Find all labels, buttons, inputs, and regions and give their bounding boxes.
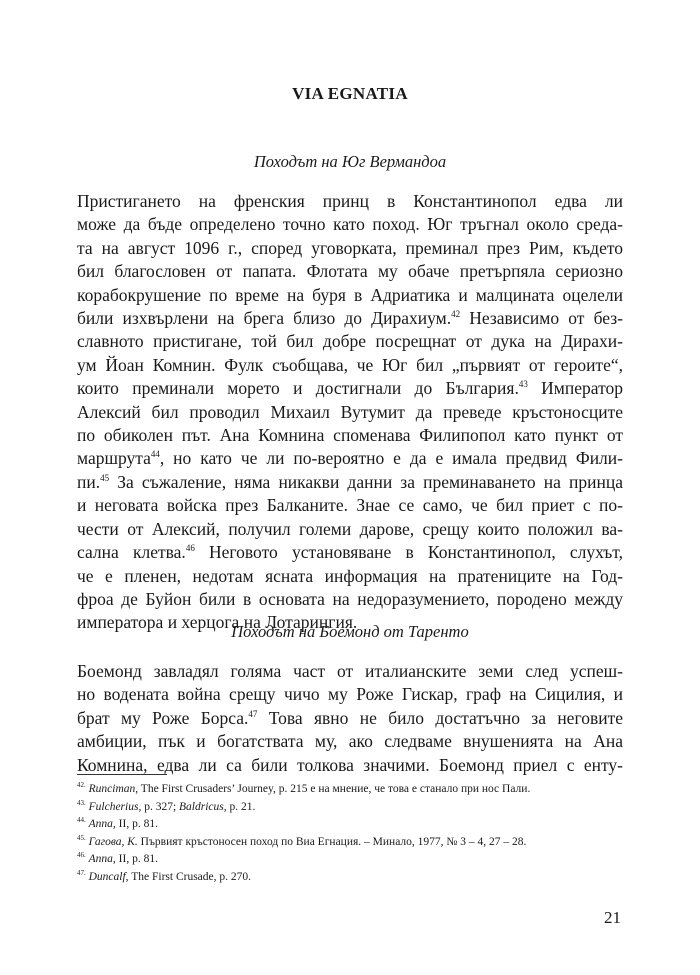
text-line: Комнина, едва ли са били толкова значими. Боемонд приел с енту- [77,754,623,775]
footnote-ref: 42 [451,309,461,320]
text-line: и неговата войска през Балканите. Знае се само, че бил приет с по- [77,495,623,516]
text-line: чести от Алексий, получил големи дарове, срещу които положил ва- [77,518,623,539]
footnote-45: $^{45.}$ Гагова, К. Първият кръстоносен поход по Виа Егнация. – Минало, 1977, № 3 – 4, 27 – 28. [77,833,527,848]
text-line: Алексий бил проводил Михаил Вутумит да преведе кръстоносците [77,401,623,422]
footnote-ref: 46 [185,543,195,554]
footnote-47: $^{47.}$ Duncalf, The First Crusade, p. 270. [77,868,252,883]
chapter-title: VIA EGNATIA [292,84,408,103]
text-line: били изхвърлени на брега близо до Дирахиум.$^{42}$ Независимо от без- [77,308,623,329]
footnote-46: $^{46.}$ Anna, II, p. 81. [77,851,158,865]
text-line: бил благословен от папата. Флотата му обаче претърпяла сериозно [77,261,623,282]
text-line: Боемонд завладял голяма част от италианските земи след успеш- [77,661,623,681]
footnote-ref: 43 [518,379,528,390]
text-line: маршрута$^{44}$, но като че ли по-вероятно е да е имала предвид Фили- [77,448,623,469]
section-heading-hugh: Походът на Юг Вермандоа [253,152,447,171]
text-line: ум Йоан Комнин. Фулк съобщава, че Юг бил „първият от героите“, [77,354,623,375]
footnote-ref: 47 [248,708,258,719]
page-number: 21 [604,908,621,927]
text-line: императора и херцога на Лотарингия. [77,612,358,633]
section-heading-bohemond: Походът на Боемонд от Таренто [231,622,469,641]
footnote-ref: 45 [100,473,110,484]
footnotes [77,781,623,886]
footnote-42: $^{42.}$ Runciman, The First Crusaders’ Journey, p. 215 е на мнение, че това е станало при нос Пали. [77,781,531,795]
text-line: Пристигането на френския принц в Константинопол едва ли [77,191,623,211]
footnote-44: $^{44.}$ Anna, II, p. 81. [77,816,158,830]
text-line: брат му Роже Борса.$^{47}$ Това явно не било достатъчно за неговите [77,707,623,728]
text-line: но водената война срещу чичо му Роже Гискар, граф на Сицилия, и [77,684,623,705]
text-line: амбиции, пък и богатствата му, ако следваме внушенията на Ана [77,731,623,752]
text-line: че е пленен, недотам ясната информация на пратениците на Год- [77,565,623,586]
text-line: фроа де Буйон били в основата на недоразумението, породено между [77,588,623,609]
text-line: славното пристигане, той бил добре посрещнат от дука на Дирахи- [77,331,623,352]
text-line: корабокрушение по време на буря в Адриатика и малцината оцелели [77,284,623,305]
text-line: пи.$^{45}$ За съжаление, няма никакви данни за преминаването на принца [77,471,623,492]
footnote-ref: 44 [150,449,160,460]
footnote-43: $^{43.}$ Fulcherius, p. 327; Baldricus, p. 21. [77,798,256,813]
paragraph-hugh [77,190,623,635]
text-line: та на август 1096 г., според уговорката, преминал през Рим, където [77,237,623,258]
text-line: по обиколен път. Ана Комнина споменава Филипопол като пункт от [77,425,623,446]
paragraph-bohemond [77,660,623,777]
text-line: може да бъде определено точно като поход. Юг тръгнал около среда- [77,214,623,235]
text-line: които преминали морето и достигнали до България.$^{43}$ Император [77,378,623,399]
footnote-divider [77,774,167,775]
text-line: сална клетва.$^{46}$ Неговото установяване в Константинопол, слухът, [77,542,624,563]
